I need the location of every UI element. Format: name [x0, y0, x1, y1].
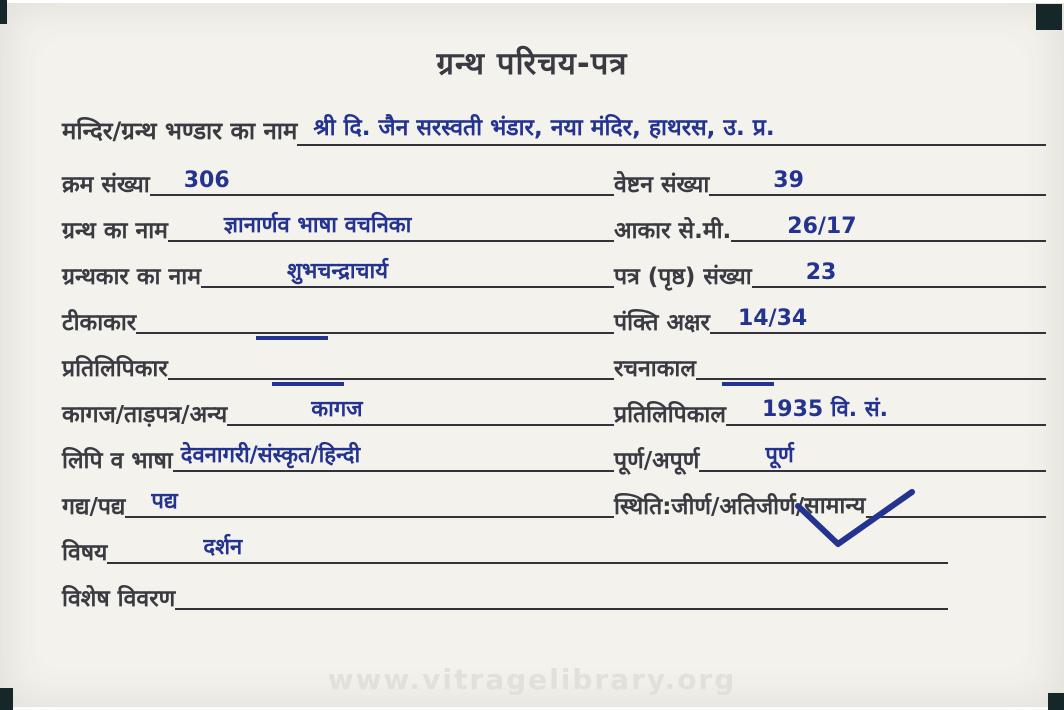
material-label: कागज/ताड़पत्र/अन्य — [62, 401, 228, 428]
scan-corner-mark — [1048, 693, 1064, 710]
scan-edge-top — [0, 0, 1064, 3]
field-granth-name — [62, 206, 614, 252]
rule-line — [173, 436, 614, 482]
subject-value: दर्शन — [203, 535, 243, 560]
bundle-number-value: 39 — [773, 168, 804, 193]
rule-line — [696, 344, 1046, 390]
serial-number-label: क्रम संख्या — [62, 171, 150, 198]
field-bundle-number — [614, 160, 1046, 206]
field-prose-verse — [62, 482, 614, 528]
form-row — [62, 298, 1046, 344]
handwritten-blank-dash — [256, 336, 328, 340]
scan-corner-mark — [0, 0, 7, 24]
granth-name-label: ग्रन्थ का नाम — [62, 217, 168, 244]
subject-label: विषय — [62, 539, 108, 566]
bundle-number-label: वेष्टन संख्या — [614, 171, 710, 198]
field-lines-letters — [614, 298, 1046, 344]
prose-verse-label: गद्य/पद्य — [62, 493, 126, 520]
field-page-count — [614, 252, 1046, 298]
scan-corner-mark — [0, 688, 13, 710]
rule-line — [136, 298, 614, 344]
material-value: कागज — [311, 397, 363, 422]
rule-line — [150, 160, 614, 206]
bhandar-name-line — [297, 108, 1046, 152]
watermark-text: www.vitragelibrary.org — [327, 663, 737, 696]
form-row — [62, 160, 1046, 206]
composition-date-label: रचनाकाल — [614, 355, 696, 382]
rule-line — [168, 206, 614, 252]
form-row-bhandar-name — [62, 108, 1046, 152]
special-details-label: विशेष विवरण — [62, 585, 176, 612]
form-row — [62, 436, 1046, 482]
copyist-label: प्रतिलिपिकार — [62, 355, 168, 382]
granth-name-value: ज्ञानार्णव भाषा वचनिका — [223, 213, 412, 238]
script-language-label: लिपि व भाषा — [62, 447, 173, 474]
lines-letters-label: पंक्ति अक्षर — [614, 309, 710, 336]
condition-checked-option — [804, 488, 865, 528]
condition-option-text: सामान्य — [804, 493, 866, 519]
rule-line — [726, 390, 1046, 436]
rule-line — [699, 436, 1046, 482]
condition-label: स्थिति:जीर्ण/अतिजीर्ण/ — [614, 493, 805, 520]
handwritten-blank-dash — [722, 382, 774, 386]
prose-verse-value: पद्य — [151, 489, 178, 514]
page-count-value: 23 — [805, 260, 837, 285]
rule-line — [201, 252, 614, 298]
form-row-subject — [62, 528, 1046, 574]
form-row — [62, 344, 1046, 390]
rule-line — [752, 252, 1046, 298]
copy-date-label: प्रतिलिपिकाल — [614, 401, 726, 428]
page-count-label: पत्र (पृष्ठ) संख्या — [614, 263, 752, 290]
catalog-form — [0, 84, 1064, 620]
form-row-special-details — [62, 574, 1046, 620]
lines-letters-value: 14/34 — [737, 306, 808, 331]
field-copy-date — [614, 390, 1046, 436]
copy-date-value: 1935 वि. सं. — [761, 397, 889, 422]
bhandar-name-label: मन्दिर/ग्रन्थ भण्डार का नाम — [62, 116, 298, 145]
form-row — [62, 482, 1046, 528]
rule-line — [168, 344, 614, 390]
rule-line — [710, 298, 1046, 344]
field-serial-number — [62, 160, 614, 206]
form-row — [62, 206, 1046, 252]
form-row — [62, 252, 1046, 298]
field-copyist — [62, 344, 614, 390]
field-author-name — [62, 252, 614, 298]
rule-line — [866, 482, 1047, 528]
rule-line — [107, 528, 948, 574]
author-name-value: शुभचन्द्राचार्य — [286, 259, 388, 284]
rule-line — [125, 482, 614, 528]
handwritten-blank-dash — [272, 382, 344, 386]
field-size-cm — [614, 206, 1046, 252]
field-composition-date — [614, 344, 1046, 390]
script-language-value: देवनागरी/संस्कृत/हिन्दी — [180, 443, 361, 468]
rule-line — [731, 206, 1046, 252]
field-material — [62, 390, 614, 436]
rule-line — [227, 390, 614, 436]
scan-corner-mark — [1036, 4, 1062, 30]
form-row — [62, 390, 1046, 436]
author-name-label: ग्रन्थकार का नाम — [62, 263, 201, 290]
card-title: ग्रन्थ परिचय-पत्र — [436, 46, 628, 82]
field-complete-incomplete — [614, 436, 1046, 482]
rule-line — [709, 160, 1046, 206]
field-condition — [614, 482, 1046, 528]
bhandar-name-value: श्री दि. जैन सरस्वती भंडार, नया मंदिर, हाथरस, उ. प्र. — [313, 115, 775, 141]
commentator-label: टीकाकार — [62, 309, 137, 336]
field-script-language — [62, 436, 614, 482]
serial-number-value: 306 — [183, 168, 230, 193]
field-commentator — [62, 298, 614, 344]
size-cm-label: आकार से.मी. — [614, 217, 732, 244]
rule-line — [175, 574, 948, 620]
complete-incomplete-label: पूर्ण/अपूर्ण — [614, 447, 700, 474]
complete-incomplete-value: पूर्ण — [765, 443, 794, 468]
size-cm-value: 26/17 — [787, 214, 857, 239]
